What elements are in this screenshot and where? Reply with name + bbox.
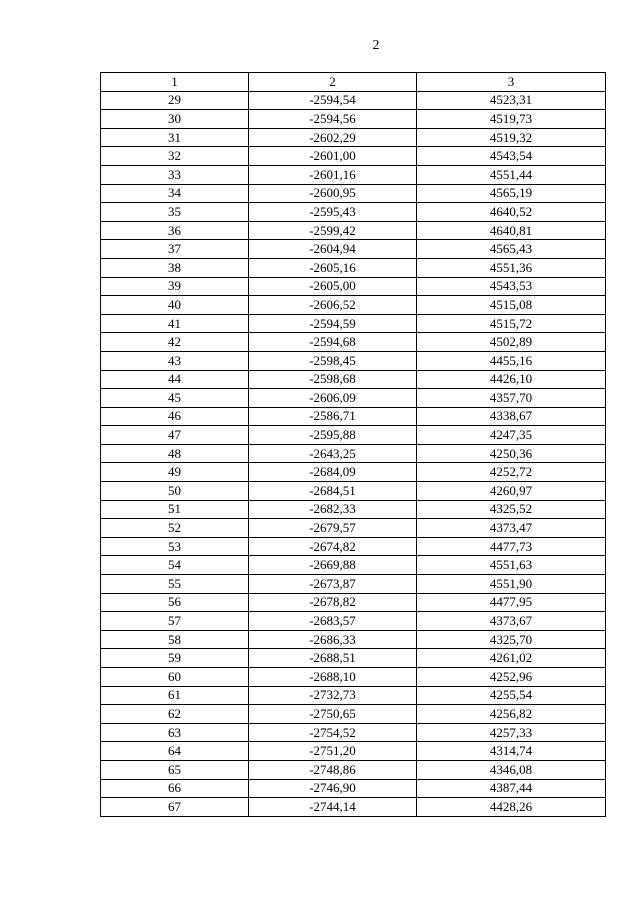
point-number-cell: 31 — [101, 128, 249, 147]
y-coordinate-cell: 4426,10 — [417, 370, 606, 389]
y-coordinate-cell: 4325,70 — [417, 630, 606, 649]
point-number-cell: 63 — [101, 723, 249, 742]
y-coordinate-cell: 4428,26 — [417, 798, 606, 817]
table-row — [101, 370, 606, 389]
point-number-cell: 64 — [101, 742, 249, 761]
point-number-cell: 42 — [101, 333, 249, 352]
point-number-cell: 38 — [101, 258, 249, 277]
table-row — [101, 760, 606, 779]
y-coordinate-cell: 4261,02 — [417, 649, 606, 668]
column-header-2: 2 — [249, 73, 417, 92]
table-body — [101, 91, 606, 816]
point-number-cell: 46 — [101, 407, 249, 426]
point-number-cell: 62 — [101, 705, 249, 724]
y-coordinate-cell: 4247,35 — [417, 426, 606, 445]
y-coordinate-cell: 4551,44 — [417, 165, 606, 184]
point-number-cell: 57 — [101, 612, 249, 631]
table-row — [101, 779, 606, 798]
x-coordinate-cell: -2683,57 — [249, 612, 417, 631]
point-number-cell: 48 — [101, 444, 249, 463]
y-coordinate-cell: 4543,54 — [417, 147, 606, 166]
point-number-cell: 47 — [101, 426, 249, 445]
table-row — [101, 444, 606, 463]
point-number-cell: 35 — [101, 203, 249, 222]
y-coordinate-cell: 4260,97 — [417, 482, 606, 501]
y-coordinate-cell: 4346,08 — [417, 760, 606, 779]
point-number-cell: 61 — [101, 686, 249, 705]
table-row — [101, 165, 606, 184]
point-number-cell: 49 — [101, 463, 249, 482]
table-row — [101, 742, 606, 761]
table-row — [101, 110, 606, 129]
table-row — [101, 519, 606, 538]
y-coordinate-cell: 4551,63 — [417, 556, 606, 575]
x-coordinate-cell: -2605,00 — [249, 277, 417, 296]
point-number-cell: 30 — [101, 110, 249, 129]
x-coordinate-cell: -2688,10 — [249, 668, 417, 687]
x-coordinate-cell: -2679,57 — [249, 519, 417, 538]
point-number-cell: 40 — [101, 296, 249, 315]
point-number-cell: 59 — [101, 649, 249, 668]
point-number-cell: 65 — [101, 760, 249, 779]
y-coordinate-cell: 4640,81 — [417, 221, 606, 240]
table-row — [101, 407, 606, 426]
point-number-cell: 53 — [101, 537, 249, 556]
x-coordinate-cell: -2682,33 — [249, 500, 417, 519]
x-coordinate-cell: -2746,90 — [249, 779, 417, 798]
table-row — [101, 556, 606, 575]
x-coordinate-cell: -2602,29 — [249, 128, 417, 147]
x-coordinate-cell: -2754,52 — [249, 723, 417, 742]
y-coordinate-cell: 4543,53 — [417, 277, 606, 296]
y-coordinate-cell: 4523,31 — [417, 91, 606, 110]
y-coordinate-cell: 4565,43 — [417, 240, 606, 259]
table-row — [101, 630, 606, 649]
page-number: 2 — [372, 38, 380, 53]
x-coordinate-cell: -2594,56 — [249, 110, 417, 129]
table-row — [101, 128, 606, 147]
x-coordinate-cell: -2600,95 — [249, 184, 417, 203]
coordinates-table — [100, 72, 606, 817]
table-row — [101, 686, 606, 705]
x-coordinate-cell: -2750,65 — [249, 705, 417, 724]
table-row — [101, 668, 606, 687]
x-coordinate-cell: -2594,59 — [249, 314, 417, 333]
y-coordinate-cell: 4252,72 — [417, 463, 606, 482]
point-number-cell: 50 — [101, 482, 249, 501]
point-number-cell: 58 — [101, 630, 249, 649]
y-coordinate-cell: 4257,33 — [417, 723, 606, 742]
x-coordinate-cell: -2674,82 — [249, 537, 417, 556]
y-coordinate-cell: 4551,90 — [417, 575, 606, 594]
x-coordinate-cell: -2688,51 — [249, 649, 417, 668]
table-row — [101, 426, 606, 445]
x-coordinate-cell: -2595,88 — [249, 426, 417, 445]
x-coordinate-cell: -2594,68 — [249, 333, 417, 352]
x-coordinate-cell: -2669,88 — [249, 556, 417, 575]
table-row — [101, 389, 606, 408]
x-coordinate-cell: -2598,68 — [249, 370, 417, 389]
y-coordinate-cell: 4502,89 — [417, 333, 606, 352]
x-coordinate-cell: -2744,14 — [249, 798, 417, 817]
y-coordinate-cell: 4373,67 — [417, 612, 606, 631]
point-number-cell: 55 — [101, 575, 249, 594]
y-coordinate-cell: 4255,54 — [417, 686, 606, 705]
y-coordinate-cell: 4565,19 — [417, 184, 606, 203]
x-coordinate-cell: -2601,16 — [249, 165, 417, 184]
point-number-cell: 36 — [101, 221, 249, 240]
y-coordinate-cell: 4373,47 — [417, 519, 606, 538]
x-coordinate-cell: -2732,73 — [249, 686, 417, 705]
x-coordinate-cell: -2673,87 — [249, 575, 417, 594]
point-number-cell: 37 — [101, 240, 249, 259]
y-coordinate-cell: 4357,70 — [417, 389, 606, 408]
point-number-cell: 51 — [101, 500, 249, 519]
table-row — [101, 537, 606, 556]
x-coordinate-cell: -2601,00 — [249, 147, 417, 166]
table-row — [101, 240, 606, 259]
y-coordinate-cell: 4314,74 — [417, 742, 606, 761]
y-coordinate-cell: 4515,72 — [417, 314, 606, 333]
x-coordinate-cell: -2595,43 — [249, 203, 417, 222]
point-number-cell: 33 — [101, 165, 249, 184]
point-number-cell: 56 — [101, 593, 249, 612]
point-number-cell: 44 — [101, 370, 249, 389]
y-coordinate-cell: 4477,95 — [417, 593, 606, 612]
x-coordinate-cell: -2606,52 — [249, 296, 417, 315]
point-number-cell: 39 — [101, 277, 249, 296]
x-coordinate-cell: -2684,09 — [249, 463, 417, 482]
x-coordinate-cell: -2606,09 — [249, 389, 417, 408]
point-number-cell: 60 — [101, 668, 249, 687]
table-header — [101, 73, 606, 92]
y-coordinate-cell: 4252,96 — [417, 668, 606, 687]
x-coordinate-cell: -2643,25 — [249, 444, 417, 463]
x-coordinate-cell: -2678,82 — [249, 593, 417, 612]
y-coordinate-cell: 4640,52 — [417, 203, 606, 222]
table-row — [101, 147, 606, 166]
table-row — [101, 612, 606, 631]
x-coordinate-cell: -2684,51 — [249, 482, 417, 501]
x-coordinate-cell: -2686,33 — [249, 630, 417, 649]
column-header-3: 3 — [417, 73, 606, 92]
y-coordinate-cell: 4477,73 — [417, 537, 606, 556]
table-row — [101, 221, 606, 240]
table-row — [101, 500, 606, 519]
x-coordinate-cell: -2605,16 — [249, 258, 417, 277]
point-number-cell: 32 — [101, 147, 249, 166]
point-number-cell: 34 — [101, 184, 249, 203]
point-number-cell: 54 — [101, 556, 249, 575]
point-number-cell: 43 — [101, 351, 249, 370]
table-row — [101, 91, 606, 110]
table-row — [101, 314, 606, 333]
table-row — [101, 203, 606, 222]
y-coordinate-cell: 4387,44 — [417, 779, 606, 798]
column-header-1: 1 — [101, 73, 249, 92]
point-number-cell: 41 — [101, 314, 249, 333]
y-coordinate-cell: 4519,73 — [417, 110, 606, 129]
y-coordinate-cell: 4455,16 — [417, 351, 606, 370]
y-coordinate-cell: 4338,67 — [417, 407, 606, 426]
table-row — [101, 705, 606, 724]
table-row — [101, 333, 606, 352]
table-row — [101, 798, 606, 817]
y-coordinate-cell: 4325,52 — [417, 500, 606, 519]
point-number-cell: 45 — [101, 389, 249, 408]
table-row — [101, 575, 606, 594]
x-coordinate-cell: -2751,20 — [249, 742, 417, 761]
table-row — [101, 184, 606, 203]
y-coordinate-cell: 4515,08 — [417, 296, 606, 315]
table-row — [101, 258, 606, 277]
point-number-cell: 29 — [101, 91, 249, 110]
table-row — [101, 593, 606, 612]
x-coordinate-cell: -2748,86 — [249, 760, 417, 779]
table-row — [101, 649, 606, 668]
y-coordinate-cell: 4551,36 — [417, 258, 606, 277]
x-coordinate-cell: -2594,54 — [249, 91, 417, 110]
x-coordinate-cell: -2604,94 — [249, 240, 417, 259]
header-row — [101, 73, 606, 92]
table-row — [101, 296, 606, 315]
point-number-cell: 66 — [101, 779, 249, 798]
x-coordinate-cell: -2599,42 — [249, 221, 417, 240]
table-row — [101, 351, 606, 370]
y-coordinate-cell: 4519,32 — [417, 128, 606, 147]
table-row — [101, 463, 606, 482]
point-number-cell: 67 — [101, 798, 249, 817]
point-number-cell: 52 — [101, 519, 249, 538]
y-coordinate-cell: 4256,82 — [417, 705, 606, 724]
x-coordinate-cell: -2586,71 — [249, 407, 417, 426]
y-coordinate-cell: 4250,36 — [417, 444, 606, 463]
x-coordinate-cell: -2598,45 — [249, 351, 417, 370]
table-row — [101, 277, 606, 296]
table-row — [101, 723, 606, 742]
table-row — [101, 482, 606, 501]
